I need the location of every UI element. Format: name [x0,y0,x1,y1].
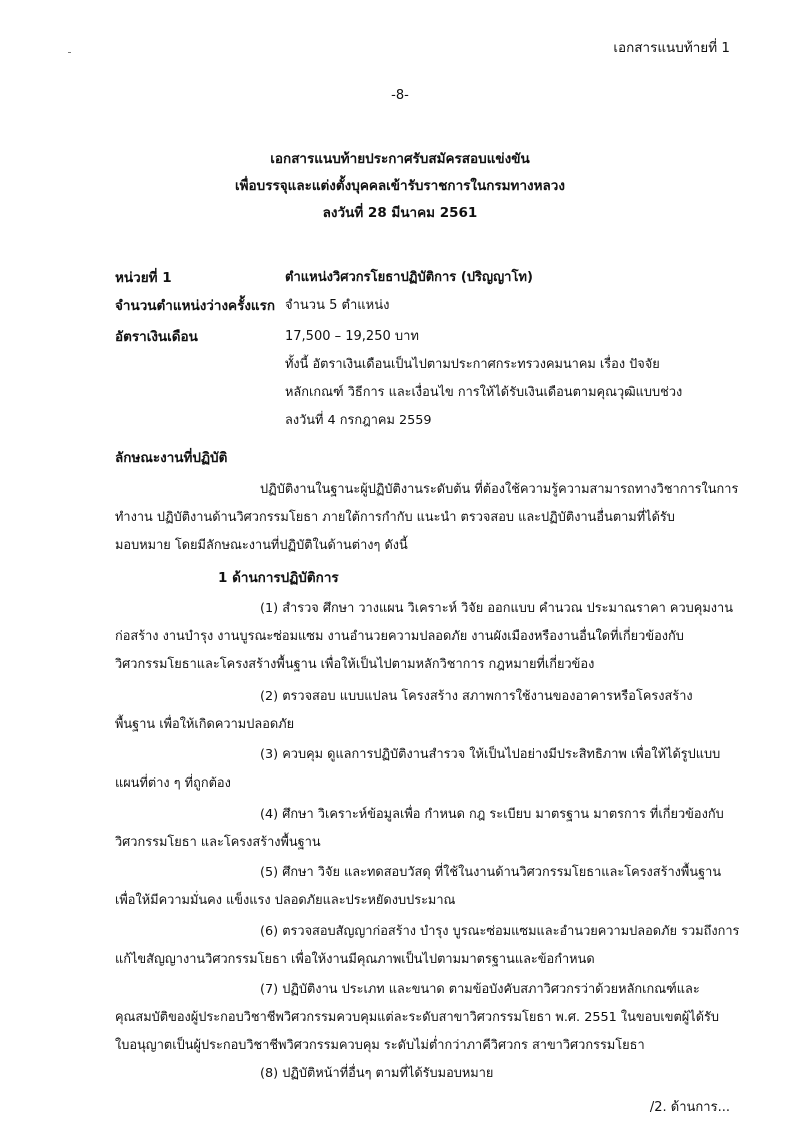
duty-item-2: (2) ตรวจสอบ แบบแปลน โครงสร้าง สภาพการใช้งานของอาคารหรือโครงสร้าง [260,689,693,704]
duty-item-5-cont: เพื่อให้มีความมั่นคง แข็งแรง ปลอดภัยและประหยัดงบประมาณ [115,893,456,908]
duty-item-1-cont: ก่อสร้าง งานบำรุง งานบูรณะซ่อมแซม งานอำนวยความปลอดภัย งานผังเมืองหรืองานอื่นใดที่เกี่ยวข้องกับ [115,629,684,644]
section-title-operations: 1 ด้านการปฏิบัติการ [218,570,339,586]
duty-item-4-cont: วิศวกรรมโยธา และโครงสร้างพื้นฐาน [115,835,321,850]
duty-item-1-cont: วิศวกรรมโยธาและโครงสร้างพื้นฐาน เพื่อให้เป็นไปตามหลักวิชาการ กฎหมายที่เกี่ยวข้อง [115,657,595,672]
intro-line: มอบหมาย โดยมีลักษณะงานที่ปฏิบัติในด้านต่างๆ ดังนี้ [115,538,408,553]
duty-item-5: (5) ศึกษา วิจัย และทดสอบวัสดุ ที่ใช้ในงานด้านวิศวกรรมโยธาและโครงสร้างพื้นฐาน [260,865,722,880]
salary-label: อัตราเงินเดือน [115,329,198,345]
duty-item-6: (6) ตรวจสอบสัญญาก่อสร้าง บำรุง บูรณะซ่อมแซมและอำนวยความปลอดภัย รวมถึงการ [260,924,740,939]
vacancy-count: จำนวน 5 ตำแหน่ง [285,298,390,313]
document-title-date: ลงวันที่ 28 มีนาคม 2561 [322,205,478,221]
duty-item-7: (7) ปฏิบัติงาน ประเภท และขนาด ตามข้อบังคับสภาวิศวกรว่าด้วยหลักเกณฑ์และ [260,982,700,997]
document-title-line-1: เอกสารแนบท้ายประกาศรับสมัครสอบแข่งขัน [270,151,530,167]
duty-item-6-cont: แก้ไขสัญญางานวิศวกรรมโยธา เพื่อให้งานมีคุณภาพเป็นไปตามมาตรฐานและข้อกำหนด [115,952,595,967]
duty-item-8: (8) ปฏิบัติหน้าที่อื่นๆ ตามที่ได้รับมอบหมาย [260,1066,494,1081]
position-title: ตำแหน่งวิศวกรโยธาปฏิบัติการ (ปริญญาโท) [285,270,533,285]
salary-note-line: หลักเกณฑ์ วิธีการ และเงื่อนไข การให้ได้รับเงินเดือนตามคุณวุฒิแบบช่วง [285,385,683,400]
duty-item-1: (1) สำรวจ ศึกษา วางแผน วิเคราะห์ วิจัย ออกแบบ คำนวณ ประมาณราคา ควบคุมงาน [260,601,733,616]
intro-line: ปฏิบัติงานในฐานะผู้ปฏิบัติงานระดับต้น ที่ต้องใช้ความรู้ความสามารถทางวิชาการในการ [260,482,739,497]
duty-item-4: (4) ศึกษา วิเคราะห์ข้อมูลเพื่อ กำหนด กฎ ระเบียบ มาตรฐาน มาตรการ ที่เกี่ยวข้องกับ [260,807,724,822]
document-title-line-2: เพื่อบรรจุและแต่งตั้งบุคคลเข้ารับราชการในกรมทางหลวง [235,178,565,194]
duty-item-3-cont: แผนที่ต่าง ๆ ที่ถูกต้อง [115,776,231,791]
salary-range: 17,500 – 19,250 บาท [285,329,419,344]
salary-note-line: ลงวันที่ 4 กรกฎาคม 2559 [285,413,432,428]
duty-item-7-cont: ใบอนุญาตเป็นผู้ประกอบวิชาชีพวิศวกรรมควบคุม ระดับไม่ต่ำกว่าภาคีวิศวกร สาขาวิศวกรรมโยธา [115,1038,645,1053]
job-description-heading: ลักษณะงานที่ปฏิบัติ [115,450,228,466]
continued-next-page: /2. ด้านการ... [649,1100,730,1115]
duty-item-3: (3) ควบคุม ดูแลการปฏิบัติงานสำรวจ ให้เป็นไปอย่างมีประสิทธิภาพ เพื่อให้ได้รูปแบบ [260,747,721,762]
page-number: -8- [391,88,409,103]
attachment-label: เอกสารแนบท้ายที่ 1 [613,40,730,56]
scan-artifact [68,52,71,53]
duty-item-2-cont: พื้นฐาน เพื่อให้เกิดความปลอดภัย [115,717,295,732]
intro-line: ทำงาน ปฏิบัติงานด้านวิศวกรรมโยธา ภายใต้การกำกับ แนะนำ ตรวจสอบ และปฏิบัติงานอื่นตามที่ได้รับ [115,510,675,525]
duty-item-7-cont: คุณสมบัติของผู้ประกอบวิชาชีพวิศวกรรมควบคุมแต่ละระดับสาขาวิศวกรรมโยธา พ.ศ. 2551 ในขอบเขตผู้ได้รับ [115,1010,720,1025]
unit-label: หน่วยที่ 1 [115,270,172,286]
salary-note-line: ทั้งนี้ อัตราเงินเดือนเป็นไปตามประกาศกระทรวงคมนาคม เรื่อง ปัจจัย [285,357,660,372]
vacancy-label: จำนวนตำแหน่งว่างครั้งแรก [115,298,276,314]
